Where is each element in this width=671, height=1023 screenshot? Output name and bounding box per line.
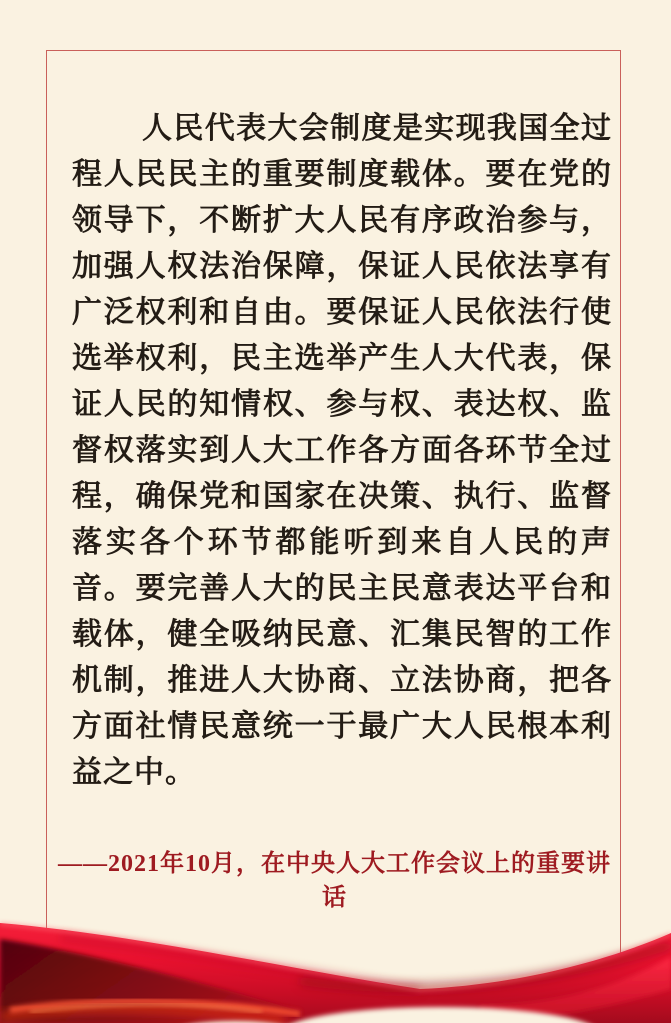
red-silk-ribbon-icon <box>0 893 671 1023</box>
quote-paragraph: 人民代表大会制度是实现我国全过程人民民主的重要制度载体。要在党的领导下，不断扩大人民有序政治参与，加强人权法治保障，保证人民依法享有广泛权利和自由。要保证人民依法行使选举权利，民主选举产生人大代表，保证人民的知情权、参与权、表达权、监督权落实到人大工作各方面各环节全过程，确保党和国家在决策、执行、监督落实各个环节都能听到来自人民的声音。要完善人大的民主民意表达平台和载体，健全吸纳民意、汇集民智的工作机制，推进人大协商、立法协商，把各方面社情民意统一于最广大人民根本利益之中。 <box>72 112 612 789</box>
attribution-line: ——2021年10月，在中央人大工作会议上的重要讲话 <box>58 851 611 911</box>
